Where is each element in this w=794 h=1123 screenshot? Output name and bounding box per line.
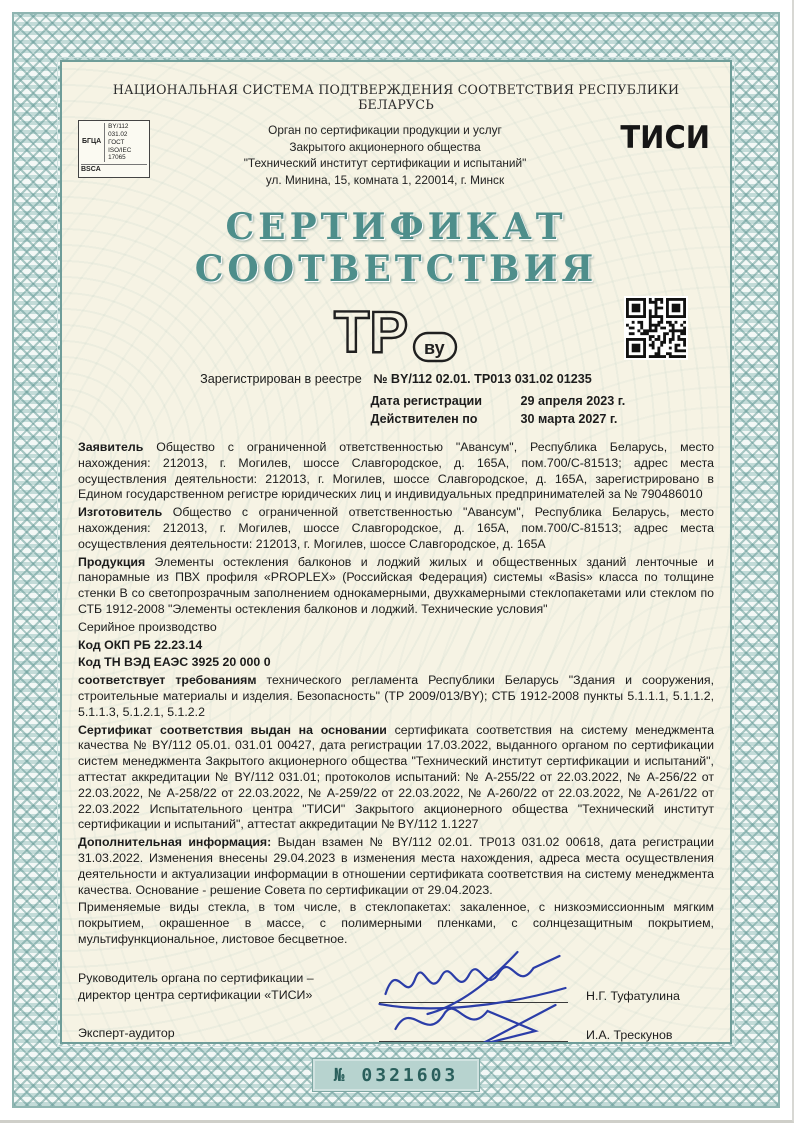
signatures-block (78, 964, 714, 1042)
paragraph-lead: Дополнительная информация: (78, 835, 272, 850)
signature-line (379, 1028, 568, 1042)
blank-serial-number: № 0321603 (333, 1064, 459, 1086)
paragraph-product (78, 555, 714, 618)
paragraph-issued-basis (78, 723, 714, 834)
registration-date-label: Дата регистрации (370, 394, 482, 409)
registry-label: Зарегистрирован в реестре (200, 372, 362, 387)
paragraph-text: Выдан взамен № BY/112 02.01. ТР013 031.02 00618, дата регистрации 31.03.2022. Изменения внесены 29.04.2023 в изменения места нахождения, адреса места осуществления деятельности и актуализации информации в отношении сертификата соответствия на систему менеджмента качества. Основание - решение Совета по сертификации от 29.04.2023. (78, 835, 715, 897)
paragraph-serial-production (78, 620, 714, 636)
org-line: Закрытого акционерного общества (289, 139, 481, 154)
accreditation-standard: ГОСТ ISO/IEC 17065 (108, 138, 132, 162)
svg-text:ву: ву (424, 338, 445, 359)
valid-until-value: 30 марта 2027 г. (520, 412, 618, 427)
qr-code (624, 296, 688, 360)
org-line: Орган по сертификации продукции и услуг (268, 123, 502, 137)
paragraph-lead: Код ТН ВЭД ЕАЭС 3925 20 000 0 (78, 655, 271, 670)
paragraph-text: Серийное производство (78, 619, 217, 634)
certification-body-address (156, 120, 614, 188)
paragraph-text: сертификата соответствия на систему менеджмента качества № BY/112 05.01. 031.01 00427, дата регистрации 17.03.2022, выданного органом по сертификации систем менеджмента Закрытого акционерного общества "Технический институт сертификации и испытаний", аттестат аккредитации № BY/112 031.01; протоколов испытаний: № А-255/22 от 22.03.2022, № А-256/22 от 22.03.2022, № А-258/22 от 22.03.2022, № А-259/22 от 22.03.2022, № А-260/22 от 22.03.2022, № А-261/22 от 22.03.2022 Испытательного центра "ТИСИ" Закрытого акционерного общества "Технический институт сертификации и испытаний", аттестат аккредитации № BY/112 1.1227 (78, 722, 714, 832)
auditor-signature-name: И.А. Трескунов (586, 1028, 673, 1042)
accreditation-badge (78, 120, 150, 178)
guilloche-border (12, 12, 780, 1108)
paragraph-text: Применяемые виды стекла, в том числе, в стеклопакетах: закаленное, с низкоэмиссионным мягким покрытием, окрашенное в массе, с полимерными пленками, с солнцезащитным покрытием, мультифункциональное, листовое бесцветное. (78, 900, 714, 946)
signature-ink (365, 944, 580, 1018)
paragraph-lead: Продукция (78, 554, 146, 569)
paragraph-lead: Заявитель (78, 440, 144, 455)
paragraph-manufacturer (78, 505, 714, 552)
bgca-mark: БГЦА (81, 123, 105, 162)
auditor-signature-row (78, 1025, 714, 1042)
paragraph-okp-code (78, 638, 714, 654)
signature-line (379, 989, 568, 1003)
dates-block (371, 394, 714, 430)
certificate-body (78, 440, 714, 950)
paragraph-text: технического регламента Республики Беларусь "Здания и сооружения, строительные материалы и изделия. Безопасность" (ТР 2009/013/BY); СТБ 1912-2008 пункты 5.1.1.1, 5.1.1.2, 5.1.1.3, 5.1.2.1, 5.1.2.2 (78, 673, 715, 719)
paragraph-conformity-requirements (78, 673, 714, 720)
tisi-logo: ТИСИ (620, 118, 710, 156)
national-system-heading: НАЦИОНАЛЬНАЯ СИСТЕМА ПОДТВЕРЖДЕНИЯ СООТВЕТСТВИЯ РЕСПУБЛИКИ БЕЛАРУСЬ (112, 82, 680, 112)
paragraph-lead: Сертификат соответствия выдан на основании (78, 722, 387, 737)
certificate-title: СЕРТИФИКАТ СООТВЕТСТВИЯ (194, 206, 598, 291)
org-line: ул. Минина, 15, комната 1, 220014, г. Минск (265, 172, 505, 187)
blank-serial-band (312, 1058, 480, 1092)
paragraph-lead: Изготовитель (78, 505, 163, 520)
valid-until-label: Действителен по (370, 412, 478, 427)
certificate-field (60, 60, 732, 1044)
certification-body-header (78, 120, 714, 188)
paragraph-applicant (78, 440, 714, 503)
head-signature-label: Руководитель органа по сертификации – директор центра сертификации «ТИСИ» (78, 970, 314, 1002)
paragraph-text: Общество с ограниченной ответственностью "Авансум", Республика Беларусь, место нахождения: 212013, г. Могилев, шоссе Славгородское, д. 165А, пом.700/С-81513; адрес места осуществления деятельности: 212013, г. Могилев, шоссе Славгородское, д. 165А (78, 505, 714, 551)
tr-by-conformity-mark (330, 300, 462, 366)
paragraph-text: Общество с ограниченной ответственностью "Авансум", Республика Беларусь, место нахождения: 212013, г. Могилев, шоссе Славгородское, д. 165А, пом.700/С-81513; адрес места осуществления деятельности: 212013, г. Могилев, шоссе Славгородское, д. 165А, зарегистрировано в Едином государственном регистре юридических лиц и индивидуальных предпринимателей за № 790486010 (78, 440, 714, 502)
head-signature-name: Н.Г. Туфатулина (586, 989, 680, 1004)
org-line: "Технический институт сертификации и испытаний" (243, 156, 527, 171)
marks-row (78, 296, 714, 368)
paragraph-glass-types (78, 900, 714, 947)
paragraph-lead: Код ОКП РБ 22.23.14 (78, 637, 203, 652)
registry-line (78, 372, 714, 386)
paragraph-tnved-code (78, 655, 714, 671)
head-signature-row (78, 970, 714, 1003)
registry-number: № BY/112 02.01. ТР013 031.02 01235 (373, 372, 592, 387)
bsca-mark: BSCA (81, 164, 147, 175)
svg-text:ТР: ТР (334, 300, 409, 366)
paragraph-lead: соответствует требованиям (78, 673, 257, 688)
paragraph-additional-info (78, 835, 714, 898)
paragraph-text: Элементы остекления балконов и лоджий жилых и общественных зданий ленточные и панорамные из ПВХ профиля «PROPLEX» (Российская Федерация) системы «Basis» класса по толщине стенки В со светопрозрачным заполнением однокамерными, двухкамерными стеклопакетами или стеклом по СТБ 1912-2008 "Элементы остекления балконов и лоджий. Технические условия" (78, 554, 714, 617)
registration-date-value: 29 апреля 2023 г. (520, 394, 626, 409)
auditor-signature-label: Эксперт-аудитор (78, 1026, 175, 1041)
accreditation-number: BY/112 031.02 (108, 123, 129, 138)
